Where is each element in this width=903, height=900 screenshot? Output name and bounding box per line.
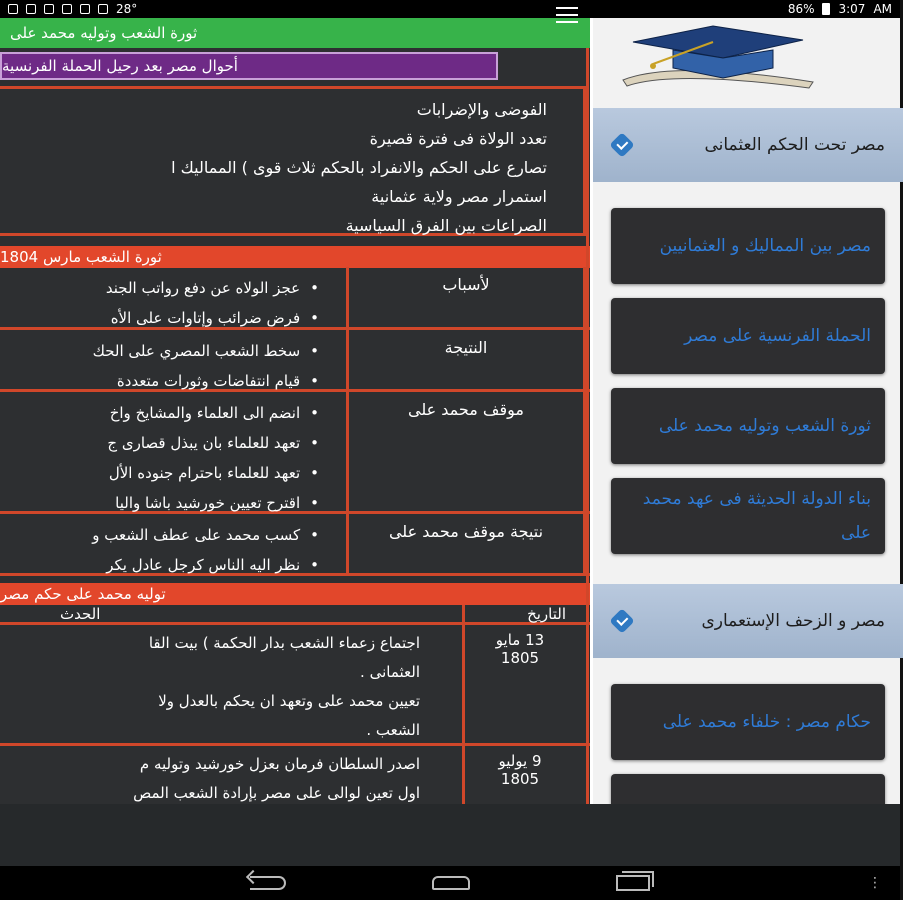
recent-apps-icon[interactable] (616, 875, 650, 891)
check-badge-icon (609, 132, 634, 157)
menu-item-label: مصر بين المماليك و العثمانيين (659, 236, 871, 256)
grid-row (0, 330, 590, 392)
status-bar (0, 0, 900, 18)
menu-item-label: حكام مصر : خلفاء محمد على (662, 712, 871, 732)
battery-icon (822, 3, 830, 15)
menu-item-label: ثورة الشعب وتوليه محمد على (658, 416, 871, 436)
notification-icon (26, 4, 36, 14)
bullet-item: • انضم الى العلماء والمشايخ واخ (0, 398, 319, 428)
menu-item-label: الحملة الفرنسية على مصر (684, 326, 871, 346)
category-header[interactable] (593, 108, 903, 182)
grid-row (0, 267, 590, 330)
hamburger-menu-icon[interactable] (556, 7, 578, 23)
menu-item[interactable] (611, 684, 885, 760)
bullet-item: • اقترح تعيين خورشيد باشا واليا (0, 488, 319, 518)
bullet-item: • تعهد للعلماء باحترام جنوده الأل (0, 458, 319, 488)
bullet-item: • تعهد للعلماء بان يبذل قصارى ج (0, 428, 319, 458)
condition-line: الصراعات بين الفرق السياسية (345, 216, 547, 235)
date-column-header: التاريخ (527, 605, 566, 623)
row-head: النتيجة (346, 330, 586, 389)
event-line: العثمانى . (360, 663, 420, 681)
section-subtitle: أحوال مصر بعد رحيل الحملة الفرنسية (0, 52, 498, 80)
event-line: اصدر السلطان فرمان بعزل خورشيد وتوليه م (139, 755, 420, 773)
lesson-content[interactable] (0, 48, 590, 804)
event-line: تعيين محمد على وتعهد ان يحكم بالعدل ولا (158, 692, 420, 710)
menu-item[interactable] (611, 298, 885, 374)
bullet-item: • فرض ضرائب وإتاوات على الأه (0, 303, 319, 333)
condition-line: تعدد الولاة فى فترة قصيرة (369, 129, 547, 148)
page-title: ثورة الشعب وتوليه محمد على (10, 24, 198, 42)
more-icon[interactable]: ⋮ (868, 875, 882, 891)
event-line: اجتماع زعماء الشعب بدار الحكمة ) بيت القا (148, 634, 420, 652)
event-line: اول تعين لوالى على مصر بإرادة الشعب المص (133, 784, 420, 802)
condition-line: تصارع على الحكم والانفراد بالحكم ثلاث قوى ) المماليك ا (171, 158, 547, 177)
clock-ampm: AM (873, 2, 892, 16)
category-title: مصر تحت الحكم العثمانى (704, 134, 885, 155)
notification-icon (8, 4, 18, 14)
notification-icons (8, 2, 137, 16)
home-icon[interactable] (432, 876, 470, 890)
table-row (0, 625, 590, 746)
bullet-item: • عجز الولاه عن دفع رواتب الجند (0, 273, 319, 303)
rule-header: توليه محمد على حكم مصر (0, 583, 590, 605)
system-nav-bar (0, 866, 900, 900)
grid-row (0, 392, 590, 514)
app-bar (0, 18, 590, 48)
menu-item[interactable] (611, 478, 885, 554)
event-date: 9 يوليو 1805 (498, 752, 542, 788)
menu-item-label: بناء الدولة الحديثة فى عهد محمد على (642, 489, 871, 543)
right-border (586, 48, 589, 804)
back-icon[interactable] (250, 876, 286, 890)
bullet-item: • نظر اليه الناس كرجل عادل يكر (0, 550, 319, 580)
row-head: نتيجة موقف محمد على (346, 514, 586, 573)
bullet-item: • قيام انتفاضات وثورات متعددة (0, 366, 319, 396)
navigation-drawer[interactable] (590, 18, 900, 804)
row-head: لأسباب (346, 267, 586, 327)
table-header (0, 605, 590, 625)
clock: 3:07 (838, 2, 866, 16)
event-column-header: الحدث (60, 605, 101, 623)
notification-icon (98, 4, 108, 14)
category-header[interactable] (593, 584, 903, 658)
event-date: 13 مايو 1805 (495, 631, 545, 667)
menu-item[interactable] (611, 208, 885, 284)
bullet-item: • كسب محمد على عطف الشعب و (0, 520, 319, 550)
condition-line: استمرار مصر ولاية عثمانية (371, 187, 547, 206)
notification-icon (62, 4, 72, 14)
row-head: موقف محمد على (346, 392, 586, 511)
conditions-box (0, 86, 586, 236)
revolution-header: ثورة الشعب مارس 1804 (0, 246, 590, 268)
graduation-cap-logo (613, 20, 827, 90)
category-title: مصر و الزحف الإستعمارى (701, 610, 885, 631)
bottom-area (0, 804, 900, 866)
grid-row (0, 514, 590, 576)
check-badge-icon (609, 608, 634, 633)
temperature: 28° (116, 2, 138, 16)
bullet-item: • سخط الشعب المصري على الحك (0, 336, 319, 366)
notification-icon (80, 4, 90, 14)
menu-item[interactable] (611, 388, 885, 464)
condition-line: الفوضى والإضرابات (416, 100, 547, 119)
notification-icon (44, 4, 54, 14)
battery-percent: 86% (787, 2, 815, 16)
event-line: الشعب . (366, 721, 420, 739)
